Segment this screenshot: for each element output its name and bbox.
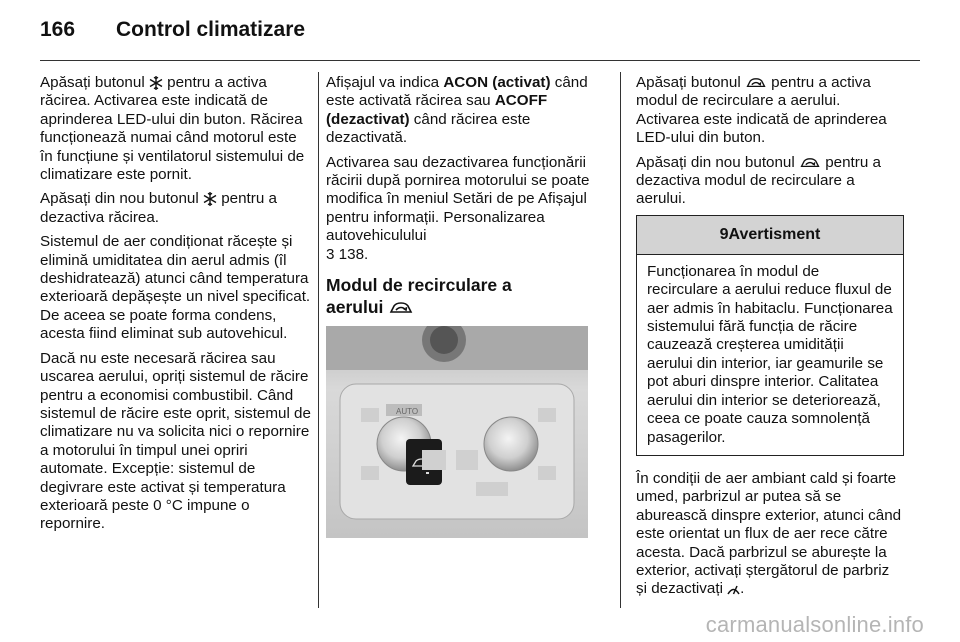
warning-box	[636, 215, 904, 456]
snowflake-icon	[203, 191, 217, 207]
watermark: carmanualsonline.info	[705, 612, 924, 637]
page-title: Control climatizare	[116, 18, 306, 41]
column-divider-1	[318, 72, 319, 608]
column-1	[40, 74, 312, 540]
recirculation-icon	[799, 156, 821, 170]
column-3	[636, 74, 904, 605]
panel-auto-label: AUTO	[396, 407, 419, 417]
recirculation-icon	[388, 300, 414, 316]
climate-panel-photo	[326, 326, 588, 538]
paragraph-ac-on: Apăsați butonul pentru a activa răcirea. Activarea este indicată de aprinderea LED-ului din buton. Răcirea funcționează numai când motorul este în funcțiune și ventilatorul sistemului de climatizare este pornit.	[40, 74, 305, 184]
page-header	[40, 18, 305, 48]
header-rule	[40, 60, 920, 61]
column-divider-2	[620, 72, 621, 608]
paragraph-display: Afișajul va indica ACON (activat) când este activată răcirea sau ACOFF (dezactivat) când răcirea este dezactivată.	[326, 74, 588, 147]
page-number: 166	[40, 18, 76, 41]
warning-title: Avertisment	[728, 225, 821, 243]
paragraph-economy: Dacă nu este necesară răcirea sau uscarea aerului, opriți sistemul de răcire pentru a economisi combustibil. Când sistemul de răcire este oprit, sistemul de climatizare nu va solicita nici o repornire a motorului în timpul unei opriri automate. Excepție: sistemul de degivrare este activat și temperatura exterioară peste 0 °C impune o repornire.	[40, 349, 311, 533]
column-2	[326, 74, 608, 538]
recirculation-icon	[745, 76, 767, 90]
arrow-ref-icon: 3	[326, 245, 335, 263]
paragraph-ac-off: Apăsați din nou butonul pentru a dezactiva răcirea.	[40, 190, 277, 226]
paragraph-recirc-on: Apăsați butonul pentru a activa modul de recirculare a aerului. Activarea este indicată de aprinderea LED-ului din buton.	[636, 74, 887, 147]
section-heading: Modul de recirculare a aerului	[326, 275, 512, 318]
paragraph-dehumidify: Sistemul de aer condiționat răcește și elimină umiditatea din aerul admis (îl deshidratează) atunci când temperatura exterioară depășește un nivel specificat. De aceea se poate forma condens, acesta fiind eliminat sub autovehicul.	[40, 233, 311, 343]
paragraph-settings: Activarea sau dezactivarea funcționării răcirii după pornirea motorului se poate modifica în meniul Setări de pe Afișajul pentru informații. Personalizarea autovehiculului 3 138.	[326, 153, 590, 263]
warning-header	[637, 216, 903, 255]
warning-text: Funcționarea în modul de recirculare a aerului reduce fluxul de aer admis în habitaclu. Funcționarea sistemului fără funcția de răcire cauzează creșterea umidității aerului din interior, iar geamurile se pot aburi dinspre interior. Calitatea aerului din interior se deteriorează, ceea ce poate cauza somnolență pasagerilor.	[647, 262, 893, 446]
snowflake-icon	[149, 75, 163, 91]
paragraph-recirc-off: Apăsați din nou butonul pentru a dezactiva modul de recirculare a aerului.	[636, 153, 881, 208]
paragraph-windshield: În condiții de aer ambiant cald și foarte umed, parbrizul ar putea să se aburească dinspre exterior, atunci când este orientat un flux de aer rece către acesta. Dacă parbrizul se aburește la exterior, activați ștergătorul de parbriz și dezactivați .	[636, 469, 902, 598]
wiper-icon	[727, 583, 740, 596]
warning-triangle-icon: 9	[719, 225, 729, 243]
